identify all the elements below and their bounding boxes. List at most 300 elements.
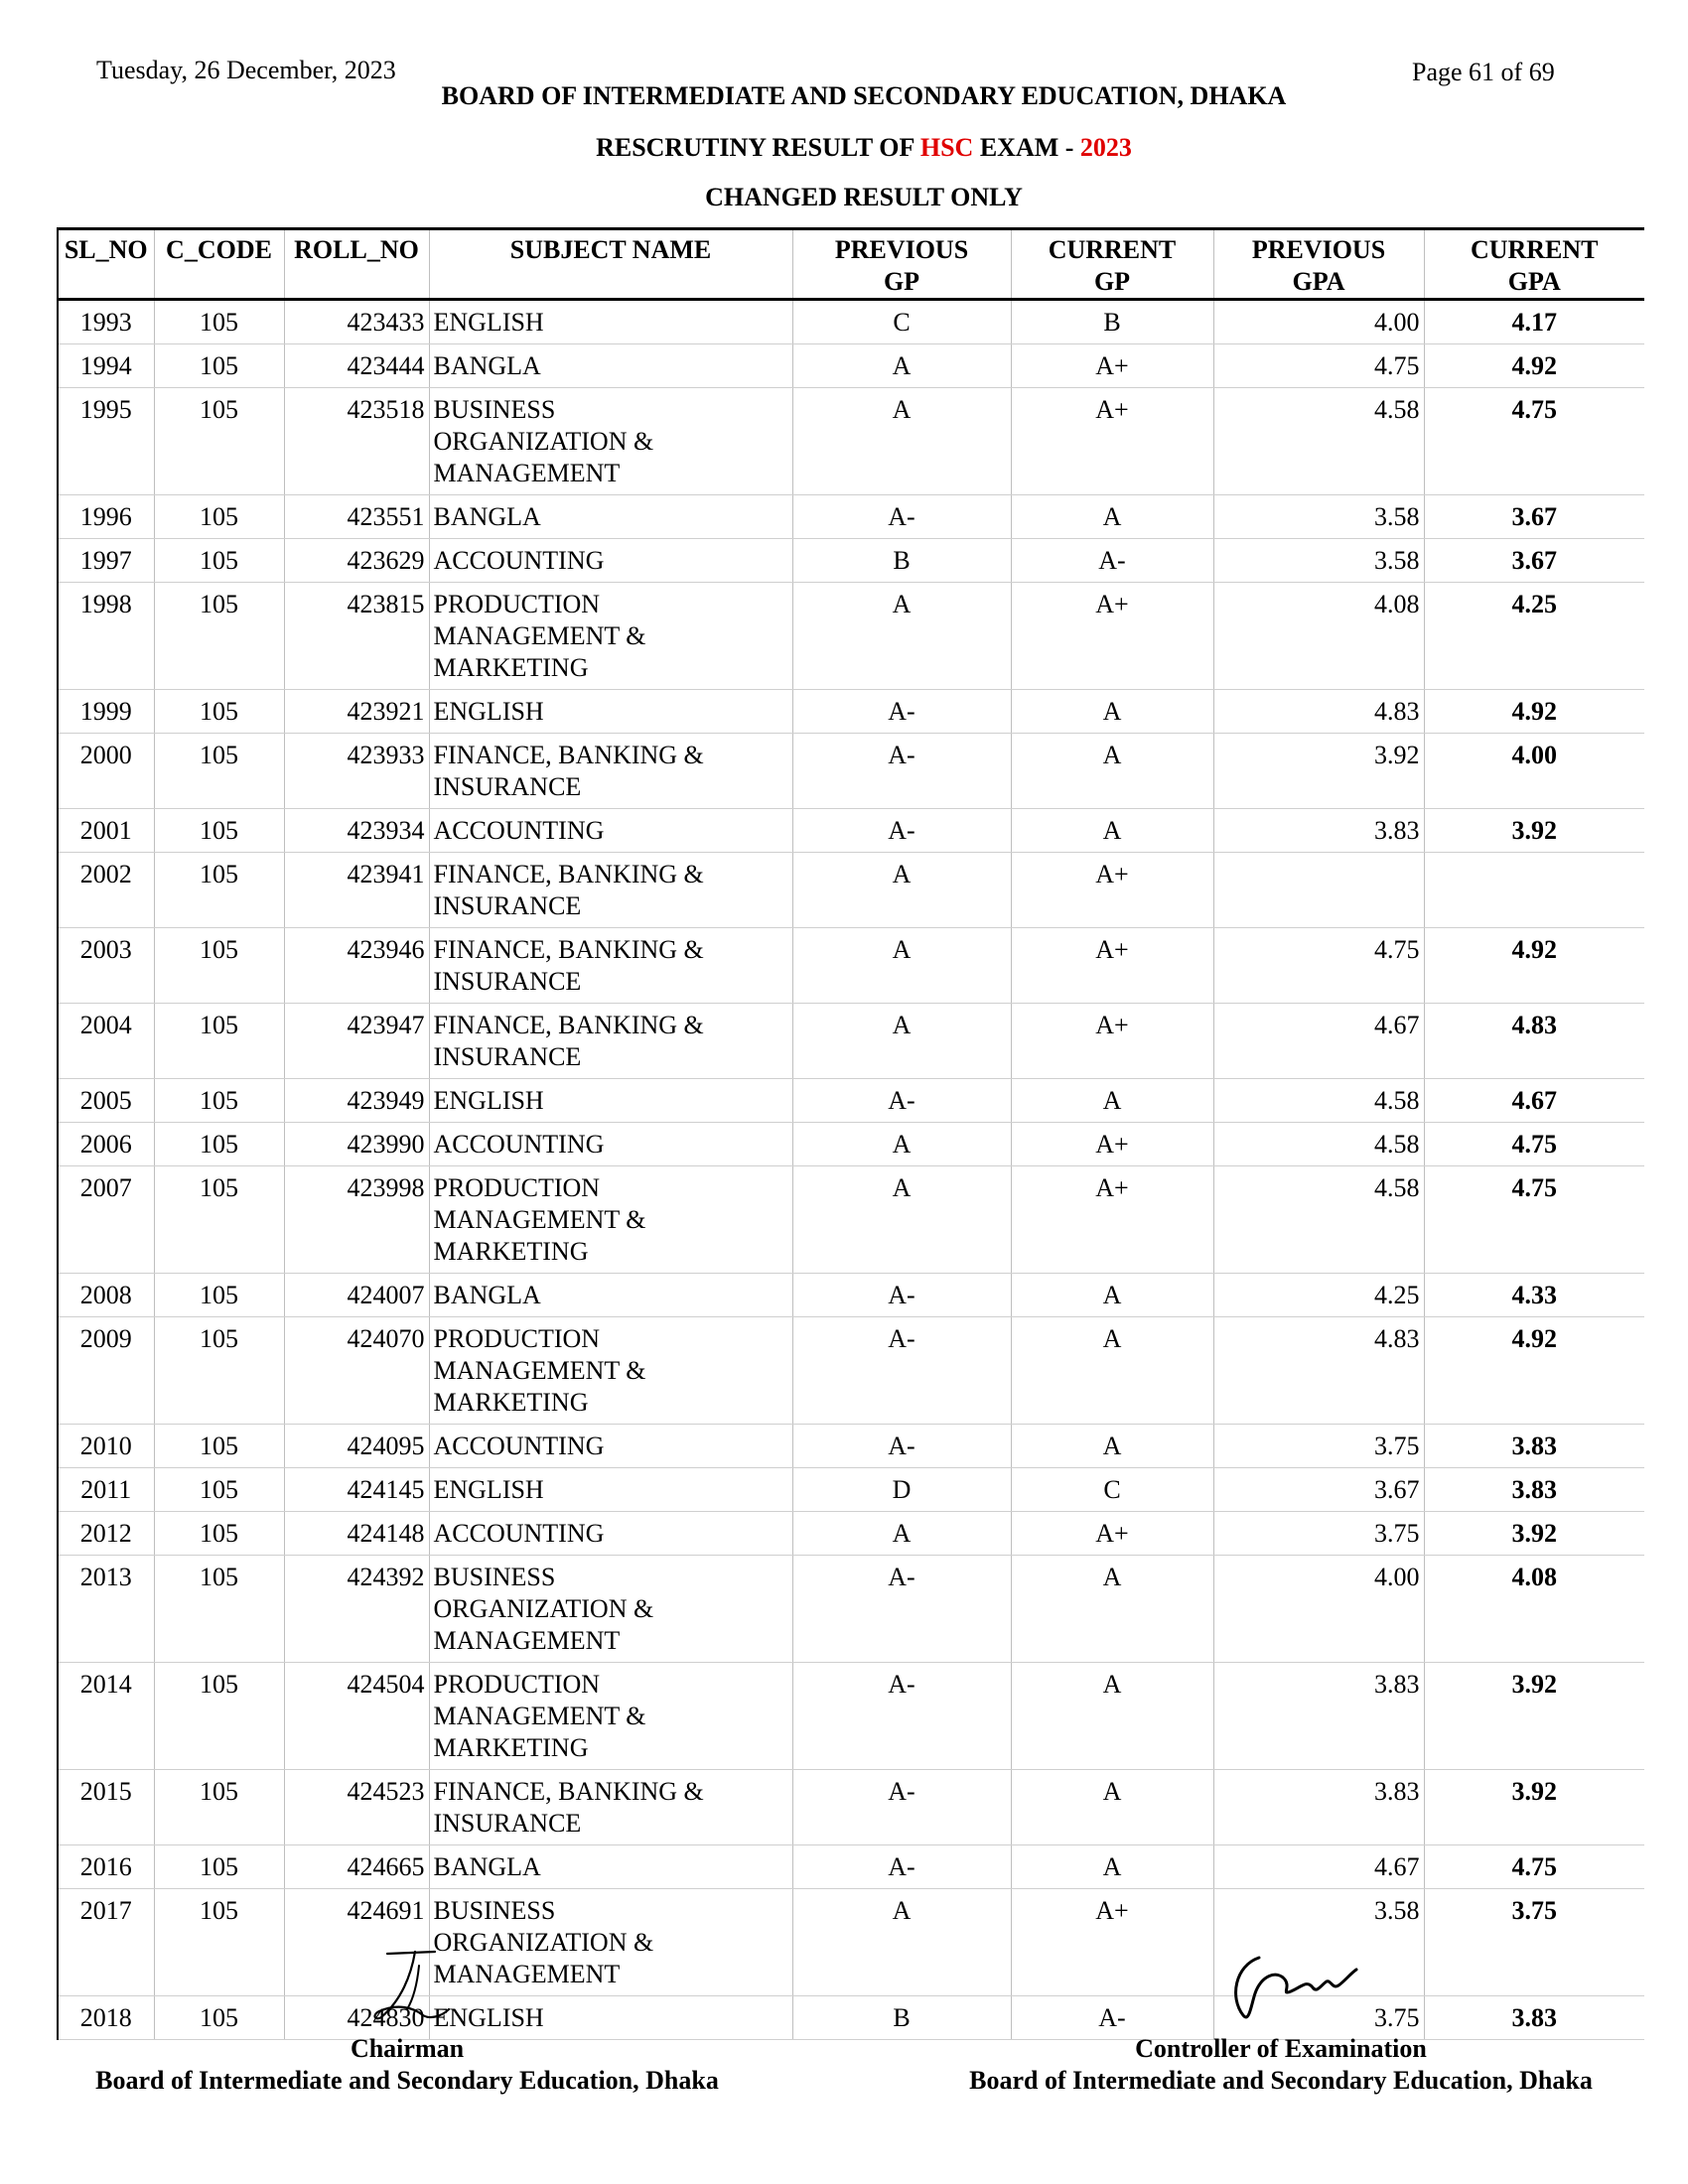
cell-current-gpa: 4.75 bbox=[1424, 1166, 1644, 1274]
cell-previous-gp: B bbox=[792, 539, 1011, 583]
cell-sl-no: 2010 bbox=[58, 1425, 154, 1468]
cell-roll-no: 424504 bbox=[284, 1663, 429, 1770]
cell-current-gp: A+ bbox=[1011, 344, 1213, 388]
cell-sl-no: 2001 bbox=[58, 809, 154, 853]
cell-current-gpa: 4.17 bbox=[1424, 300, 1644, 344]
cell-college-code: 105 bbox=[154, 1079, 284, 1123]
column-header bbox=[1213, 229, 1424, 300]
cell-current-gpa: 4.83 bbox=[1424, 1004, 1644, 1079]
column-header-line: PREVIOUS bbox=[1251, 235, 1386, 264]
cell-sl-no: 2007 bbox=[58, 1166, 154, 1274]
cell-current-gp: A bbox=[1011, 1770, 1213, 1845]
cell-subject-name bbox=[429, 300, 792, 344]
result-title-mid: EXAM - bbox=[973, 133, 1080, 162]
cell-current-gp: A bbox=[1011, 1317, 1213, 1425]
cell-current-gpa: 4.33 bbox=[1424, 1274, 1644, 1317]
cell-current-gpa: 4.75 bbox=[1424, 1845, 1644, 1889]
cell-previous-gpa: 4.08 bbox=[1213, 583, 1424, 690]
cell-roll-no: 424392 bbox=[284, 1556, 429, 1663]
cell-previous-gpa: 4.58 bbox=[1213, 388, 1424, 495]
controller-organization: Board of Intermediate and Secondary Education, Dhaka bbox=[969, 2066, 1593, 2095]
cell-current-gp: A+ bbox=[1011, 1889, 1213, 1996]
column-header bbox=[429, 229, 792, 300]
cell-subject-name bbox=[429, 1512, 792, 1556]
cell-previous-gpa: 3.83 bbox=[1213, 809, 1424, 853]
cell-current-gp: A+ bbox=[1011, 853, 1213, 928]
subject-name-line: PRODUCTION bbox=[433, 590, 601, 618]
cell-sl-no: 2018 bbox=[58, 1996, 154, 2040]
subject-name-line: BANGLA bbox=[433, 502, 541, 531]
chairman-title: Chairman bbox=[350, 2034, 465, 2063]
cell-current-gpa: 3.83 bbox=[1424, 1996, 1644, 2040]
column-header-line: SUBJECT NAME bbox=[509, 235, 712, 264]
cell-previous-gp: A- bbox=[792, 1317, 1011, 1425]
cell-current-gpa: 4.00 bbox=[1424, 734, 1644, 809]
cell-subject-name bbox=[429, 928, 792, 1004]
cell-roll-no: 424523 bbox=[284, 1770, 429, 1845]
cell-roll-no: 423433 bbox=[284, 300, 429, 344]
column-header-line: SL_NO bbox=[64, 235, 148, 264]
cell-sl-no: 2016 bbox=[58, 1845, 154, 1889]
subject-name-line: MANAGEMENT & bbox=[433, 1702, 646, 1730]
cell-current-gpa: 3.92 bbox=[1424, 1512, 1644, 1556]
cell-current-gpa: 4.92 bbox=[1424, 344, 1644, 388]
cell-previous-gp: A- bbox=[792, 1425, 1011, 1468]
cell-current-gp: B bbox=[1011, 300, 1213, 344]
cell-current-gpa: 4.25 bbox=[1424, 583, 1644, 690]
cell-current-gpa: 4.92 bbox=[1424, 1317, 1644, 1425]
cell-college-code: 105 bbox=[154, 1663, 284, 1770]
cell-previous-gpa bbox=[1213, 853, 1424, 928]
cell-current-gpa: 3.83 bbox=[1424, 1468, 1644, 1512]
cell-roll-no: 424070 bbox=[284, 1317, 429, 1425]
cell-previous-gp: A- bbox=[792, 1663, 1011, 1770]
cell-subject-name bbox=[429, 1889, 792, 1996]
table-row bbox=[58, 1317, 1644, 1425]
column-header bbox=[154, 229, 284, 300]
cell-previous-gpa: 3.67 bbox=[1213, 1468, 1424, 1512]
subject-name-line: ACCOUNTING bbox=[433, 1432, 605, 1460]
cell-previous-gp: A- bbox=[792, 1556, 1011, 1663]
table-header-row bbox=[58, 229, 1644, 300]
cell-sl-no: 2011 bbox=[58, 1468, 154, 1512]
cell-sl-no: 2002 bbox=[58, 853, 154, 928]
cell-sl-no: 2017 bbox=[58, 1889, 154, 1996]
cell-roll-no: 424148 bbox=[284, 1512, 429, 1556]
cell-current-gp: A- bbox=[1011, 539, 1213, 583]
cell-sl-no: 2014 bbox=[58, 1663, 154, 1770]
subject-name-line: ENGLISH bbox=[433, 1086, 544, 1115]
cell-college-code: 105 bbox=[154, 928, 284, 1004]
cell-current-gpa: 4.92 bbox=[1424, 690, 1644, 734]
cell-sl-no: 1999 bbox=[58, 690, 154, 734]
cell-college-code: 105 bbox=[154, 344, 284, 388]
table-body bbox=[58, 300, 1644, 2040]
subject-name-line: ENGLISH bbox=[433, 308, 544, 337]
cell-college-code: 105 bbox=[154, 1889, 284, 1996]
column-header-line: GP bbox=[1093, 267, 1131, 296]
cell-previous-gp: A- bbox=[792, 495, 1011, 539]
cell-sl-no: 1996 bbox=[58, 495, 154, 539]
column-header-line: PREVIOUS bbox=[834, 235, 969, 264]
cell-college-code: 105 bbox=[154, 809, 284, 853]
cell-previous-gp: A bbox=[792, 1512, 1011, 1556]
subject-name-line: INSURANCE bbox=[433, 891, 582, 920]
table-row bbox=[58, 1845, 1644, 1889]
subject-name-line: PRODUCTION bbox=[433, 1670, 601, 1699]
result-title-year: 2023 bbox=[1079, 133, 1132, 162]
cell-college-code: 105 bbox=[154, 1996, 284, 2040]
cell-previous-gpa: 4.83 bbox=[1213, 1317, 1424, 1425]
cell-sl-no: 1994 bbox=[58, 344, 154, 388]
subject-name-line: MANAGEMENT bbox=[433, 1626, 621, 1655]
table-row bbox=[58, 928, 1644, 1004]
column-header-line: GPA bbox=[1292, 267, 1345, 296]
subject-name-line: ACCOUNTING bbox=[433, 546, 605, 575]
cell-subject-name bbox=[429, 1845, 792, 1889]
table-row bbox=[58, 583, 1644, 690]
cell-current-gp: A bbox=[1011, 734, 1213, 809]
cell-subject-name bbox=[429, 809, 792, 853]
cell-previous-gpa: 3.83 bbox=[1213, 1770, 1424, 1845]
cell-roll-no: 423949 bbox=[284, 1079, 429, 1123]
chairman-signature bbox=[357, 1946, 467, 2025]
cell-college-code: 105 bbox=[154, 853, 284, 928]
subject-name-line: BUSINESS bbox=[433, 395, 556, 424]
subject-name-line: FINANCE, BANKING & bbox=[433, 935, 704, 964]
cell-college-code: 105 bbox=[154, 495, 284, 539]
cell-previous-gp: A bbox=[792, 853, 1011, 928]
cell-current-gp: A bbox=[1011, 1663, 1213, 1770]
table-row bbox=[58, 1889, 1644, 1996]
table-row bbox=[58, 1512, 1644, 1556]
cell-subject-name bbox=[429, 388, 792, 495]
cell-previous-gpa: 3.75 bbox=[1213, 1425, 1424, 1468]
cell-previous-gp: A- bbox=[792, 1079, 1011, 1123]
cell-current-gp: A+ bbox=[1011, 388, 1213, 495]
cell-roll-no: 423998 bbox=[284, 1166, 429, 1274]
subject-name-line: MARKETING bbox=[433, 1733, 589, 1762]
subject-name-line: INSURANCE bbox=[433, 772, 582, 801]
subject-name-line: MANAGEMENT & bbox=[433, 1356, 646, 1385]
cell-previous-gpa: 3.75 bbox=[1213, 1996, 1424, 2040]
cell-college-code: 105 bbox=[154, 300, 284, 344]
cell-current-gp: A+ bbox=[1011, 928, 1213, 1004]
cell-roll-no: 423946 bbox=[284, 928, 429, 1004]
cell-previous-gp: A bbox=[792, 1123, 1011, 1166]
controller-title: Controller of Examination bbox=[1135, 2034, 1427, 2063]
subject-name-line: FINANCE, BANKING & bbox=[433, 1011, 704, 1039]
cell-previous-gpa: 4.75 bbox=[1213, 344, 1424, 388]
table-row bbox=[58, 300, 1644, 344]
cell-previous-gpa: 4.58 bbox=[1213, 1166, 1424, 1274]
cell-roll-no: 424095 bbox=[284, 1425, 429, 1468]
cell-current-gpa: 4.08 bbox=[1424, 1556, 1644, 1663]
cell-previous-gp: D bbox=[792, 1468, 1011, 1512]
cell-previous-gpa: 3.92 bbox=[1213, 734, 1424, 809]
cell-current-gp: A bbox=[1011, 1079, 1213, 1123]
cell-roll-no: 423518 bbox=[284, 388, 429, 495]
cell-previous-gp: A bbox=[792, 388, 1011, 495]
column-header-line: CURRENT bbox=[1470, 235, 1599, 264]
cell-college-code: 105 bbox=[154, 1770, 284, 1845]
subject-name-line: INSURANCE bbox=[433, 1042, 582, 1071]
subject-name-line: FINANCE, BANKING & bbox=[433, 1777, 704, 1806]
subject-name-line: MANAGEMENT & bbox=[433, 1205, 646, 1234]
cell-subject-name bbox=[429, 539, 792, 583]
subject-name-line: MANAGEMENT bbox=[433, 459, 621, 487]
cell-current-gp: C bbox=[1011, 1468, 1213, 1512]
subject-name-line: ORGANIZATION & bbox=[433, 427, 654, 456]
subject-name-line: ENGLISH bbox=[433, 1475, 544, 1504]
cell-sl-no: 2006 bbox=[58, 1123, 154, 1166]
cell-subject-name bbox=[429, 1079, 792, 1123]
cell-roll-no: 423444 bbox=[284, 344, 429, 388]
cell-sl-no: 2004 bbox=[58, 1004, 154, 1079]
cell-subject-name bbox=[429, 690, 792, 734]
cell-previous-gpa: 4.58 bbox=[1213, 1123, 1424, 1166]
page-number: Page 61 of 69 bbox=[1412, 58, 1555, 86]
cell-current-gpa: 4.92 bbox=[1424, 928, 1644, 1004]
table-row bbox=[58, 1663, 1644, 1770]
subject-name-line: ACCOUNTING bbox=[433, 1130, 605, 1159]
column-header-line: CURRENT bbox=[1048, 235, 1177, 264]
cell-roll-no: 423947 bbox=[284, 1004, 429, 1079]
cell-subject-name bbox=[429, 1663, 792, 1770]
table-row bbox=[58, 1004, 1644, 1079]
cell-subject-name bbox=[429, 1274, 792, 1317]
cell-current-gp: A bbox=[1011, 1425, 1213, 1468]
cell-sl-no: 2000 bbox=[58, 734, 154, 809]
cell-college-code: 105 bbox=[154, 1425, 284, 1468]
cell-subject-name bbox=[429, 344, 792, 388]
cell-current-gp: A bbox=[1011, 690, 1213, 734]
column-header-line: GPA bbox=[1507, 267, 1561, 296]
subject-name-line: FINANCE, BANKING & bbox=[433, 860, 704, 888]
cell-current-gp: A bbox=[1011, 1845, 1213, 1889]
cell-current-gp: A- bbox=[1011, 1996, 1213, 2040]
cell-roll-no: 423990 bbox=[284, 1123, 429, 1166]
subject-name-line: ACCOUNTING bbox=[433, 816, 605, 845]
cell-current-gpa: 4.75 bbox=[1424, 1123, 1644, 1166]
cell-current-gp: A bbox=[1011, 809, 1213, 853]
table-row bbox=[58, 1770, 1644, 1845]
cell-previous-gp: A bbox=[792, 583, 1011, 690]
cell-sl-no: 1998 bbox=[58, 583, 154, 690]
table-row bbox=[58, 344, 1644, 388]
table-row bbox=[58, 1123, 1644, 1166]
subject-name-line: MANAGEMENT bbox=[433, 1960, 621, 1988]
cell-previous-gp: A- bbox=[792, 1274, 1011, 1317]
cell-previous-gpa: 4.83 bbox=[1213, 690, 1424, 734]
cell-college-code: 105 bbox=[154, 1166, 284, 1274]
cell-roll-no: 424145 bbox=[284, 1468, 429, 1512]
cell-subject-name bbox=[429, 1004, 792, 1079]
table-row bbox=[58, 1166, 1644, 1274]
column-header bbox=[58, 229, 154, 300]
cell-previous-gp: A- bbox=[792, 1845, 1011, 1889]
cell-roll-no: 423551 bbox=[284, 495, 429, 539]
subject-name-line: ORGANIZATION & bbox=[433, 1928, 654, 1957]
cell-roll-no: 423941 bbox=[284, 853, 429, 928]
cell-sl-no: 1997 bbox=[58, 539, 154, 583]
cell-previous-gp: C bbox=[792, 300, 1011, 344]
cell-college-code: 105 bbox=[154, 1317, 284, 1425]
cell-sl-no: 2013 bbox=[58, 1556, 154, 1663]
cell-current-gpa: 4.67 bbox=[1424, 1079, 1644, 1123]
cell-previous-gpa: 4.75 bbox=[1213, 928, 1424, 1004]
column-header-line: C_CODE bbox=[166, 235, 272, 264]
column-header-line: ROLL_NO bbox=[294, 235, 419, 264]
table-row bbox=[58, 1274, 1644, 1317]
subject-name-line: MANAGEMENT & bbox=[433, 621, 646, 650]
chairman-signature-block bbox=[60, 2033, 755, 2097]
cell-subject-name bbox=[429, 1468, 792, 1512]
cell-roll-no: 424830 bbox=[284, 1996, 429, 2040]
cell-previous-gpa: 4.25 bbox=[1213, 1274, 1424, 1317]
table-row bbox=[58, 539, 1644, 583]
controller-signature-block bbox=[933, 2033, 1628, 2097]
cell-college-code: 105 bbox=[154, 690, 284, 734]
cell-subject-name bbox=[429, 1770, 792, 1845]
column-header bbox=[1424, 229, 1644, 300]
board-title: BOARD OF INTERMEDIATE AND SECONDARY EDUCATION, DHAKA bbox=[441, 81, 1287, 110]
cell-previous-gpa: 4.58 bbox=[1213, 1079, 1424, 1123]
cell-previous-gp: A- bbox=[792, 1770, 1011, 1845]
cell-college-code: 105 bbox=[154, 388, 284, 495]
subject-name-line: BUSINESS bbox=[433, 1563, 556, 1591]
table-row bbox=[58, 690, 1644, 734]
cell-current-gpa: 3.92 bbox=[1424, 1663, 1644, 1770]
cell-college-code: 105 bbox=[154, 1556, 284, 1663]
cell-college-code: 105 bbox=[154, 1004, 284, 1079]
cell-sl-no: 1995 bbox=[58, 388, 154, 495]
cell-current-gp: A+ bbox=[1011, 1166, 1213, 1274]
cell-subject-name bbox=[429, 1317, 792, 1425]
table-row bbox=[58, 495, 1644, 539]
cell-current-gp: A bbox=[1011, 495, 1213, 539]
subject-name-line: PRODUCTION bbox=[433, 1173, 601, 1202]
cell-college-code: 105 bbox=[154, 1512, 284, 1556]
table-row bbox=[58, 1425, 1644, 1468]
column-header bbox=[1011, 229, 1213, 300]
cell-previous-gp: A- bbox=[792, 809, 1011, 853]
subject-name-line: BANGLA bbox=[433, 351, 541, 380]
cell-college-code: 105 bbox=[154, 583, 284, 690]
cell-subject-name bbox=[429, 583, 792, 690]
cell-college-code: 105 bbox=[154, 734, 284, 809]
table-row bbox=[58, 1468, 1644, 1512]
cell-subject-name bbox=[429, 734, 792, 809]
cell-roll-no: 423933 bbox=[284, 734, 429, 809]
cell-previous-gpa: 3.58 bbox=[1213, 539, 1424, 583]
result-title-exam: HSC bbox=[919, 133, 974, 162]
cell-previous-gp: A bbox=[792, 1889, 1011, 1996]
subject-name-line: PRODUCTION bbox=[433, 1324, 601, 1353]
cell-current-gpa: 3.67 bbox=[1424, 495, 1644, 539]
cell-sl-no: 2009 bbox=[58, 1317, 154, 1425]
cell-roll-no: 424691 bbox=[284, 1889, 429, 1996]
cell-previous-gpa: 4.67 bbox=[1213, 1004, 1424, 1079]
cell-sl-no: 2012 bbox=[58, 1512, 154, 1556]
subject-name-line: BUSINESS bbox=[433, 1896, 556, 1925]
cell-current-gpa: 3.92 bbox=[1424, 1770, 1644, 1845]
cell-current-gpa: 4.75 bbox=[1424, 388, 1644, 495]
table-row bbox=[58, 853, 1644, 928]
cell-previous-gpa: 4.00 bbox=[1213, 300, 1424, 344]
cell-roll-no: 423815 bbox=[284, 583, 429, 690]
cell-previous-gp: A bbox=[792, 1166, 1011, 1274]
column-header bbox=[284, 229, 429, 300]
cell-subject-name bbox=[429, 1166, 792, 1274]
table-row bbox=[58, 388, 1644, 495]
result-title-prefix: RESCRUTINY RESULT OF bbox=[596, 133, 920, 162]
cell-previous-gpa: 3.83 bbox=[1213, 1663, 1424, 1770]
subject-name-line: BANGLA bbox=[433, 1852, 541, 1881]
cell-previous-gpa: 3.58 bbox=[1213, 495, 1424, 539]
changed-result-subtitle: CHANGED RESULT ONLY bbox=[705, 183, 1023, 211]
table-row bbox=[58, 734, 1644, 809]
table-row bbox=[58, 809, 1644, 853]
cell-current-gp: A bbox=[1011, 1274, 1213, 1317]
print-date: Tuesday, 26 December, 2023 bbox=[96, 56, 396, 84]
cell-previous-gpa: 4.67 bbox=[1213, 1845, 1424, 1889]
cell-previous-gpa: 3.75 bbox=[1213, 1512, 1424, 1556]
cell-current-gp: A+ bbox=[1011, 1123, 1213, 1166]
controller-signature bbox=[1221, 1946, 1370, 2025]
subject-name-line: MARKETING bbox=[433, 1388, 589, 1417]
subject-name-line: ORGANIZATION & bbox=[433, 1594, 654, 1623]
table-row bbox=[58, 1556, 1644, 1663]
cell-previous-gpa: 3.58 bbox=[1213, 1889, 1424, 1996]
cell-current-gpa: 3.67 bbox=[1424, 539, 1644, 583]
results-table bbox=[57, 227, 1644, 2040]
column-header bbox=[792, 229, 1011, 300]
table-row bbox=[58, 1079, 1644, 1123]
subject-name-line: ACCOUNTING bbox=[433, 1519, 605, 1548]
cell-college-code: 105 bbox=[154, 1468, 284, 1512]
cell-subject-name bbox=[429, 1425, 792, 1468]
subject-name-line: ENGLISH bbox=[433, 2003, 544, 2032]
cell-sl-no: 2005 bbox=[58, 1079, 154, 1123]
cell-current-gpa: 3.75 bbox=[1424, 1889, 1644, 1996]
cell-current-gpa: 3.83 bbox=[1424, 1425, 1644, 1468]
subject-name-line: MARKETING bbox=[433, 1237, 589, 1266]
subject-name-line: ENGLISH bbox=[433, 697, 544, 726]
subject-name-line: BANGLA bbox=[433, 1281, 541, 1309]
cell-sl-no: 2003 bbox=[58, 928, 154, 1004]
chairman-organization: Board of Intermediate and Secondary Education, Dhaka bbox=[95, 2066, 719, 2095]
cell-previous-gp: A bbox=[792, 1004, 1011, 1079]
cell-subject-name bbox=[429, 1556, 792, 1663]
cell-college-code: 105 bbox=[154, 1123, 284, 1166]
cell-current-gpa bbox=[1424, 853, 1644, 928]
cell-current-gp: A+ bbox=[1011, 583, 1213, 690]
cell-current-gp: A+ bbox=[1011, 1512, 1213, 1556]
cell-subject-name bbox=[429, 853, 792, 928]
subject-name-line: MARKETING bbox=[433, 653, 589, 682]
column-header-line: GP bbox=[883, 267, 920, 296]
cell-previous-gp: A bbox=[792, 344, 1011, 388]
cell-previous-gpa: 4.00 bbox=[1213, 1556, 1424, 1663]
cell-roll-no: 424007 bbox=[284, 1274, 429, 1317]
cell-sl-no: 1993 bbox=[58, 300, 154, 344]
cell-previous-gp: A bbox=[792, 928, 1011, 1004]
cell-current-gp: A bbox=[1011, 1556, 1213, 1663]
cell-previous-gp: B bbox=[792, 1996, 1011, 2040]
cell-sl-no: 2008 bbox=[58, 1274, 154, 1317]
cell-subject-name bbox=[429, 1123, 792, 1166]
